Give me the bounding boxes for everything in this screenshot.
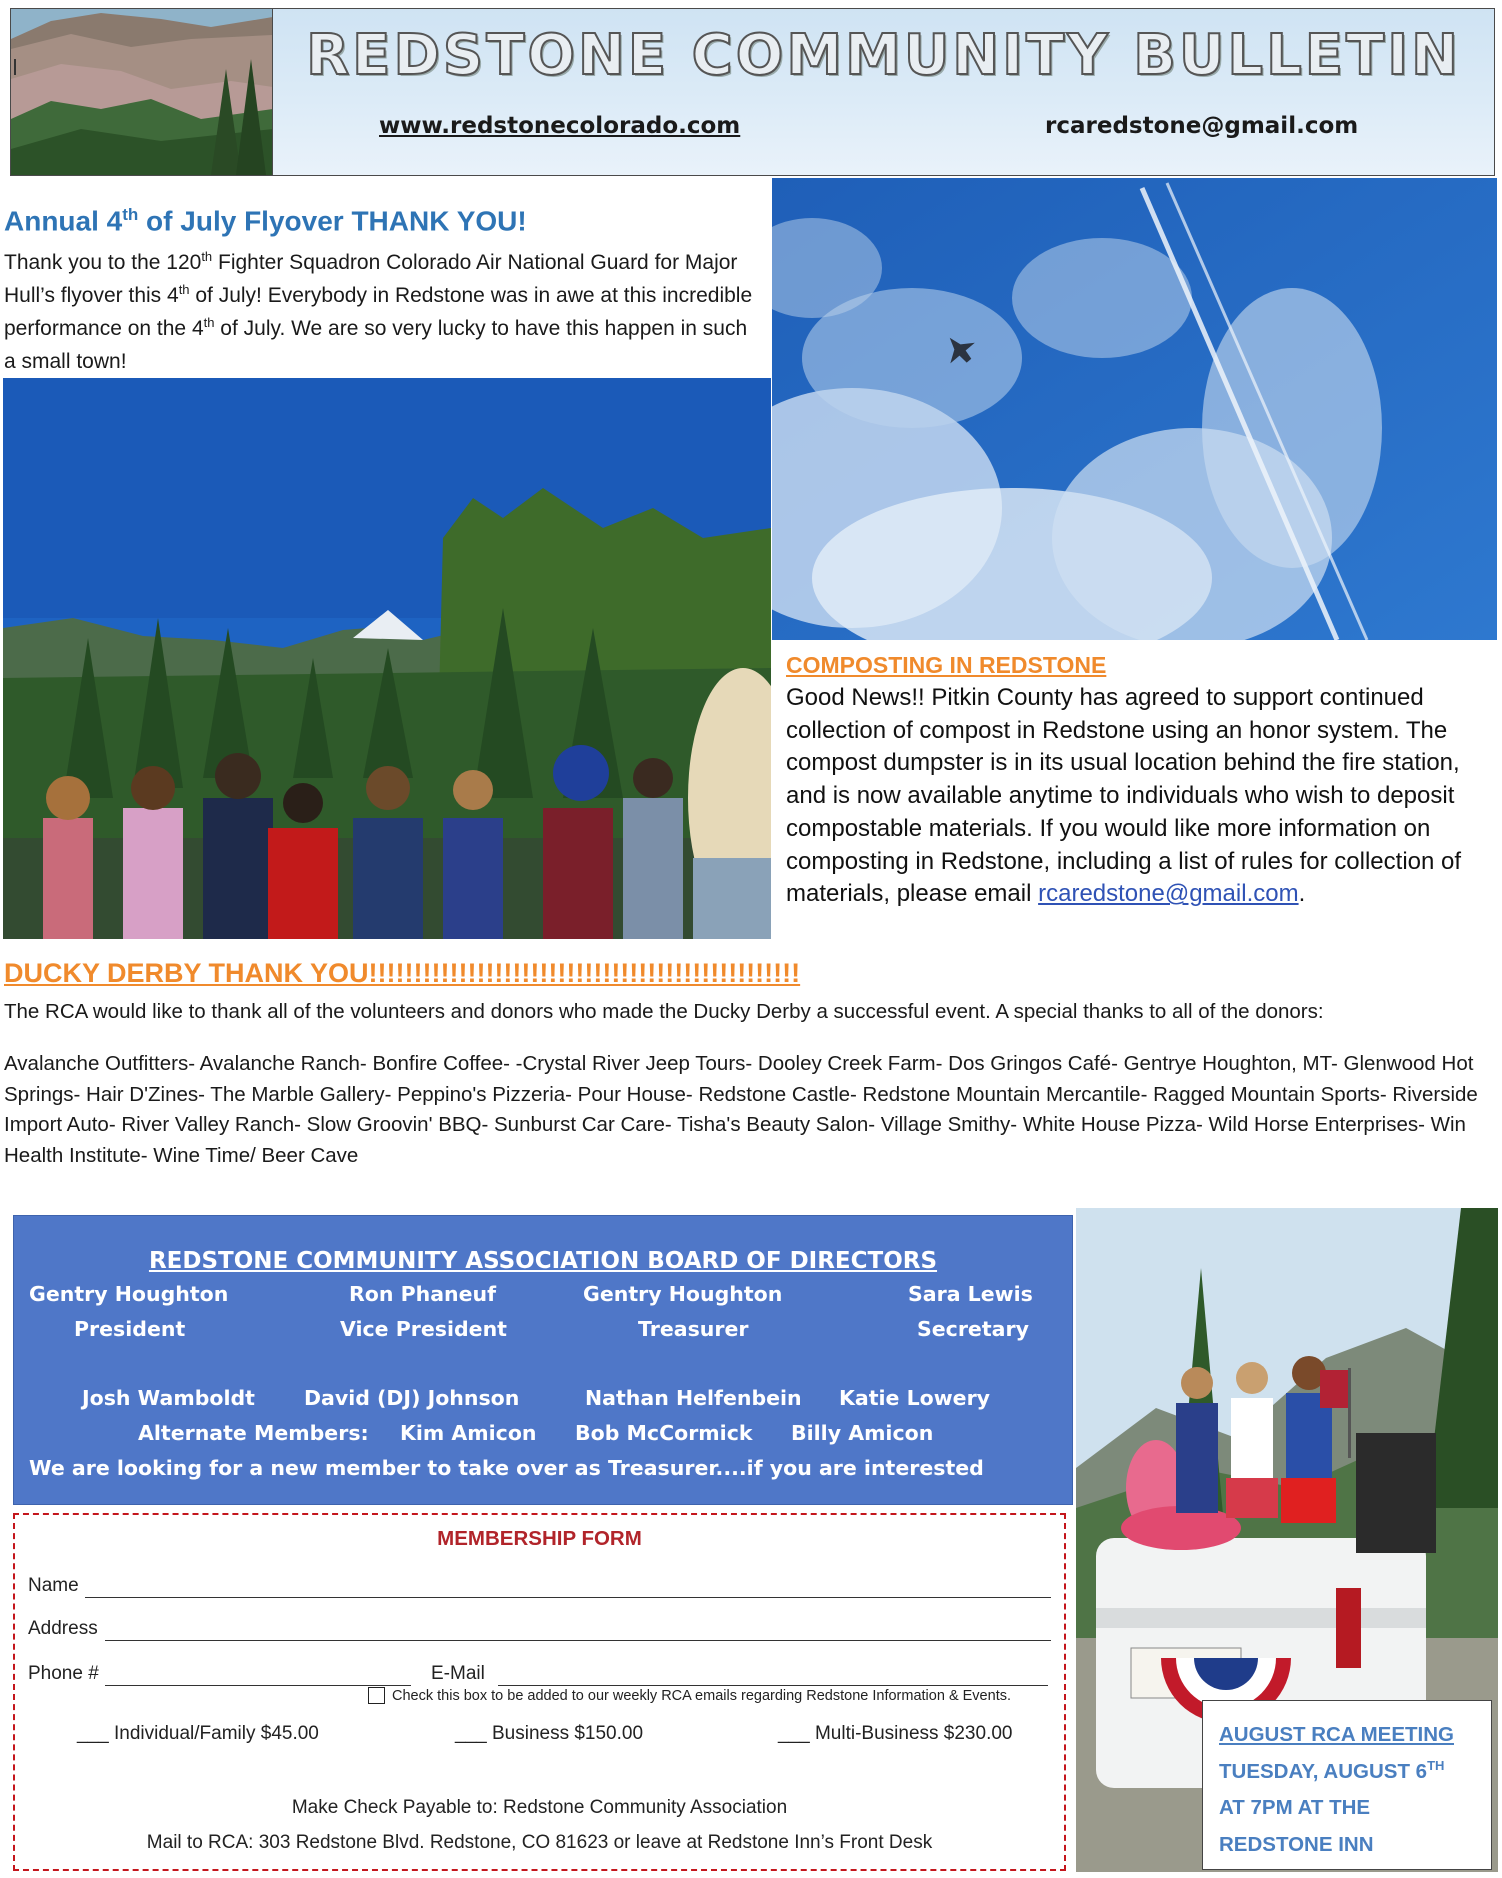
composting-email-link[interactable]: rcaredstone@gmail.com: [1038, 880, 1299, 908]
name-field[interactable]: [85, 1597, 1051, 1598]
board-title: REDSTONE COMMUNITY ASSOCIATION BOARD OF DIRECTORS: [148, 1248, 938, 1274]
officer-name: Gentry Houghton: [29, 1282, 229, 1306]
margin-mark: [14, 59, 16, 75]
officer-name: Sara Lewis: [908, 1282, 1033, 1306]
masthead: [10, 8, 1495, 176]
officer-role: Secretary: [917, 1317, 1029, 1341]
board-member: Josh Wamboldt: [82, 1386, 255, 1410]
payable-note: Make Check Payable to: Redstone Community Association: [291, 1797, 788, 1818]
flyover-paragraph: Thank you to the 120th Fighter Squadron Colorado Air National Guard for Major Hull’s flyover this 4th of July! Everybody in Redstone was in awe at this incredible performance on the 4th of July. We are so very lucky to have this happen in such a small town!: [4, 249, 753, 373]
multi-business-option[interactable]: ___ Multi-Business $230.00: [778, 1723, 1013, 1744]
alternate-member: Kim Amicon: [400, 1421, 537, 1445]
phone-label: Phone #: [28, 1663, 99, 1684]
officer-role: Vice President: [340, 1317, 507, 1341]
officer-role: President: [74, 1317, 186, 1341]
board-of-directors-box: [13, 1215, 1073, 1505]
flyover-heading: Annual 4th of July Flyover THANK YOU!: [4, 205, 527, 237]
form-title: MEMBERSHIP FORM: [437, 1527, 642, 1550]
board-member: Nathan Helfenbein: [585, 1386, 802, 1410]
ducky-derby-intro: The RCA would like to thank all of the volunteers and donors who made the Ducky Derby a successful event. A special thanks to all of the donors:: [4, 1000, 1324, 1023]
mountain-photo: [11, 9, 273, 175]
meeting-date: TUESDAY, AUGUST 6TH: [1219, 1757, 1445, 1783]
email-field[interactable]: [498, 1685, 1048, 1686]
website-link[interactable]: www.redstonecolorado.com: [379, 113, 741, 139]
meeting-time: AT 7PM AT THE: [1219, 1796, 1371, 1819]
officer-role: Treasurer: [638, 1317, 749, 1341]
email-label: E-Mail: [431, 1663, 485, 1684]
sky-jet-photo: [772, 178, 1497, 640]
alternates-label: Alternate Members:: [138, 1421, 369, 1445]
alternate-member: Bob McCormick: [575, 1421, 753, 1445]
meeting-title: AUGUST RCA MEETING: [1219, 1723, 1454, 1746]
composting-heading: COMPOSTING IN REDSTONE: [786, 652, 1107, 678]
crowd-photo: [3, 378, 771, 939]
individual-option[interactable]: ___ Individual/Family $45.00: [77, 1723, 319, 1744]
ducky-derby-heading: DUCKY DERBY THANK YOU!!!!!!!!!!!!!!!!!!!!!!!!!!!!!!!!!!!!!!!!!!!!!!!!: [4, 958, 801, 988]
email-signup-label: Check this box to be added to our weekly RCA emails regarding Redstone Information & Events.: [392, 1688, 1011, 1704]
alternate-member: Billy Amicon: [791, 1421, 934, 1445]
meeting-location: REDSTONE INN: [1219, 1832, 1374, 1856]
composting-paragraph: Good News!! Pitkin County has agreed to support continued collection of compost in Redstone using an honor system. The compost dumpster is in its usual location behind the fire station, and is now available anytime to individuals who wish to deposit compostable materials. If you would like more information on composting in Redstone, including a list of rules for collection of materials, please email rcaredstone@gmail.com.: [786, 684, 1462, 908]
address-label: Address: [28, 1618, 98, 1639]
header-email[interactable]: rcaredstone@gmail.com: [1045, 113, 1359, 139]
email-signup-checkbox[interactable]: [368, 1687, 385, 1704]
membership-form: [13, 1513, 1066, 1871]
board-member: Katie Lowery: [839, 1386, 991, 1410]
officer-name: Ron Phaneuf: [349, 1282, 497, 1306]
mailing-address: Mail to RCA: 303 Redstone Blvd. Redstone, CO 81623 or leave at Redstone Inn’s Front Desk: [146, 1832, 933, 1853]
treasurer-notice: We are looking for a new member to take over as Treasurer....if you are interested: [29, 1456, 984, 1480]
name-label: Name: [28, 1575, 79, 1596]
board-member: David (DJ) Johnson: [304, 1386, 520, 1410]
address-field[interactable]: [105, 1640, 1051, 1641]
donor-list: Avalanche Outfitters- Avalanche Ranch- Bonfire Coffee- -Crystal River Jeep Tours- Dooley Creek Farm- Dos Gringos Café- Gentrye Houghton, MT- Glenwood Hot Springs- Hair D'Zines- The Marble Gallery- Peppino's Pizzeria- Pour House- Redstone Castle- Redstone Mountain Mercantile- Ragged Mountain Sports- Riverside Import Auto- River Valley Ranch- Slow Groovin' BBQ- Sunburst Car Care- Tisha's Beauty Salon- Village Smithy- White House Pizza- Wild Horse Enterprises- Win Health Institute- Wine Time/ Beer Cave: [4, 1052, 1478, 1167]
meeting-notice-box: [1202, 1700, 1492, 1870]
officer-name: Gentry Houghton: [583, 1282, 783, 1306]
phone-field[interactable]: [105, 1685, 411, 1686]
business-option[interactable]: ___ Business $150.00: [455, 1723, 644, 1744]
bulletin-title: REDSTONE COMMUNITY BULLETIN: [306, 23, 1461, 88]
